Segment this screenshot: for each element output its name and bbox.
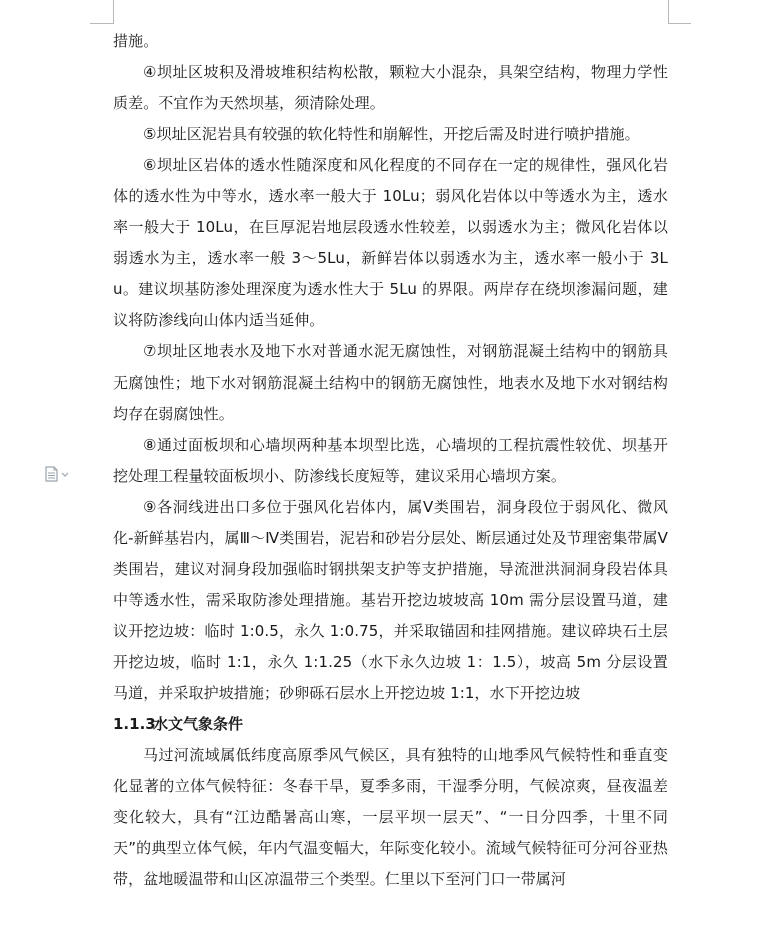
chevron-down-icon [62, 473, 68, 476]
crop-mark-top-right-horizontal [668, 23, 691, 24]
crop-mark-top-left-vertical [113, 0, 114, 24]
paragraph-continuation: 措施。 [113, 32, 159, 50]
document-comment-icon[interactable] [44, 466, 74, 482]
section-heading [113, 709, 668, 740]
paragraph-item-8: ⑧通过面板坝和心墙坝两种基本坝型比选，心墙坝的工程抗震性较优、坝基开挖处理工程量较面板坝小、防渗线长度短等，建议采用心墙坝方案。 [113, 435, 668, 485]
paragraph-item-5: ⑤坝址区泥岩具有较强的软化特性和崩解性，开挖后需及时进行喷护措施。 [143, 125, 640, 144]
crop-mark-top-left-horizontal [90, 23, 113, 24]
paragraph-item-4: ④坝址区坡积及滑坡堆积结构松散，颗粒大小混杂，具架空结构，物理力学性质差。不宜作为天然坝基，须清除处理。 [113, 63, 668, 113]
paragraph-item-7: ⑦坝址区地表水及地下水对普通水泥无腐蚀性，对钢筋混凝土结构中的钢筋具无腐蚀性；地下水对钢筋混凝土结构中的钢筋无腐蚀性，地表水及地下水对钢结构均存在弱腐蚀性。 [113, 342, 668, 423]
crop-mark-top-right-vertical [668, 0, 669, 24]
paragraph-item-9: ⑨各洞线进出口多位于强风化岩体内，属Ⅴ类围岩，洞身段位于弱风化、微风化-新鲜基岩内，属Ⅲ～Ⅳ类围岩，泥岩和砂岩分层处、断层通过处及节理密集带属Ⅴ类围岩，建议对洞身段加强临时钢拱架支护等支护措施，导流泄洪洞洞身段岩体具中等透水性，需采取防渗处理措施。基岩开挖边坡坡高 10m 需分层设置马道，建议开挖边坡：临时 1:0.5，永久 1:0.75，并采取锚固和挂网措施。建议碎块石土层开挖边坡，临时 1:1，永久 1:1.25（水下永久边坡 1：1.5），坡高 5m 分层设置马道，并采取护坡措施；砂卵砾石层水上开挖边坡 1:1，水下开挖边坡 [113, 497, 668, 702]
section-title: 水文气象条件 [153, 715, 244, 734]
document-body [113, 26, 668, 895]
paragraph-item-6: ⑥坝址区岩体的透水性随深度和风化程度的不同存在一定的规律性，强风化岩体的透水性为中等水，透水率一般大于 10Lu；弱风化岩体以中等透水为主，透水率一般大于 10Lu，在巨厚泥岩地层段透水性较差，以弱透水为主；微风化岩体以弱透水为主，透水率一般 3～5Lu，新鲜岩体以弱透水为主，透水率一般小于 3Lu。建议坝基防渗处理深度为透水性大于 5Lu 的界限。两岸存在绕坝渗漏问题，建议将防渗线向山体内适当延伸。 [113, 156, 668, 330]
paragraph-climate: 马过河流域属低纬度高原季风气候区，具有独特的山地季风气候特性和垂直变化显著的立体气候特征：冬春干旱，夏季多雨，干湿季分明，气候凉爽，昼夜温差变化较大，具有“江边酷暑高山寒，一层平坝一层天”、“一日分四季，十里不同天”的典型立体气候，年内气温变幅大，年际变化较小。流域气候特征可分河谷亚热带，盆地暖温带和山区凉温带三个类型。仁里以下至河门口一带属河 [113, 746, 668, 889]
section-number: 1.1.3 [113, 715, 156, 734]
